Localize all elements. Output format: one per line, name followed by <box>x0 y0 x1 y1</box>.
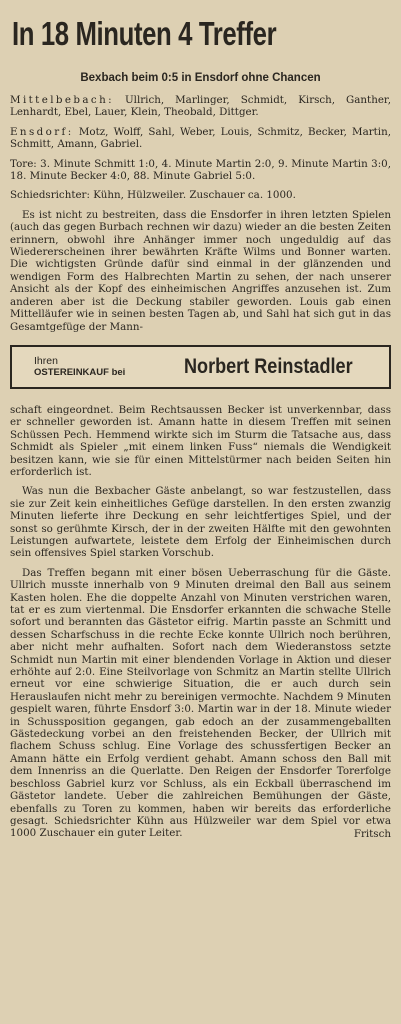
article-paragraph: Das Treffen begann mit einer bösen Ueberraschung für die Gäste. Ullrich musste innerhalb von 9 Minuten dreimal den Ball aus seinem Kasten holen. Ehe die doppelte Anzahl von Minuten verstrichen waren, tat er es zum viertenmal. Die Ensdorfer erkannten die schwache Stelle sofort und berannten das Gästetor eifrig. Martin passte an Schmitt und dessen Scharfschuss in die rechte Ecke konnte Ullrich noch berühren, aber nicht mehr aufhalten. Sofort nach dem Wiederanstoss setzte Schmidt nun Martin mit einer blendenden Vorlage in Aktion und dieser erhöhte auf 2:0. Eine Steilvorlage von Schmitz an Martin stellte Ullrich erneut vor eine schwierige Situation, die er auch durch sein Herauslaufen nicht mehr zu bereinigen vermochte. Nachdem 9 Minuten gespielt waren, führte Ensdorf 3:0. Martin war in der 18. Minute wieder in Schussposition gegangen, gab edoch an der zusammengeballten Gästedeckung vorbei an den freistehenden Becker, der Ullrich mit flachem Schuss schlug. Eine Vorlage des schussfertigen Becker an Amann hätte ein Erfolg verdient gehabt. Amann schoss den Ball mit dem Innenriss an die Querlatte. Den Reigen der Ensdorfer Torerfolge beschloss Gabriel kurz vor Schluss, als ein Eckball überraschend im Gästetor landete. Ueber die zahlreichen Bemühungen der Gäste, ebenfalls zu Toren zu kommen, haben wir bereits das erforderliche gesagt. Schiedsrichter Kühn aus Hülzweiler war dem Spiel vor etwa 1000 Zuschauer ein guter Leiter. <box>10 566 391 840</box>
scorers: Tore: 3. Minute Schmitt 1:0, 4. Minute Martin 2:0, 9. Minute Martin 3:0, 18. Minute Becker 4:0, 88. Minute Gabriel 5:0. <box>10 157 391 183</box>
player-list: Motz, Wolff, Sahl, Weber, Louis, Schmitz, Becker, Martin, Schmitt, Amann, Gabriel. <box>10 125 391 151</box>
subheadline: Bexbach beim 0:5 in Ensdorf ohne Chancen <box>80 72 321 84</box>
article-paragraph: Es ist nicht zu bestreiten, dass die Ensdorfer in ihren letzten Spielen (auch das gegen Burbach rechnen wir dazu) wieder an die besten Zeiten erinnern, obwohl ihre Anhänger immer noch ungeduldig auf das Wiedererscheinen ihrer bewährten Kräfte Wilms und Bonner warten. Die wichtigsten Gründe dafür sind einmal in der glänzenden und wendigen Form des Halbrechten Martin zu sehen, der nach unserer Ansicht als der Kopf des einheimischen Angriffes anzusehen ist. Zum anderen aber ist die Deckung stabiler geworden. Louis gab einen Mittelläufer wie in seinen besten Tagen ab, und Sahl hat sich gut in das Gesamtgefüge der Mann- <box>10 208 391 333</box>
team-name: Mittelbebach: <box>10 94 114 106</box>
referee-info: Schiedsrichter: Kühn, Hülzweiler. Zuschauer ca. 1000. <box>10 189 296 202</box>
advertisement-text <box>12 355 184 379</box>
article-paragraph: Was nun die Bexbacher Gäste anbelangt, so war festzustellen, dass sie zur Zeit kein einheitliches Gefüge darstellen. In den ersten zwanzig Minuten lieferte ihre Deckung en sehr leichtfertiges Spiel, und der sonst so gerühmte Kirsch, der in der zweiten Hälfte mit den gewohnten Leistungen aufwartete, leistete dem Erfolg der Einheimischen durch sein offensives Spiel starken Vorschub. <box>10 485 391 560</box>
author-signature: Fritsch <box>353 827 391 840</box>
team-name: Ensdorf: <box>10 125 74 138</box>
player-list: Ullrich, Marlinger, Schmidt, Kirsch, Ganther, Lenhardt, Ebel, Lauer, Klein, Theobald, Dittger. <box>10 94 391 119</box>
lineup-mittelbexbach <box>10 94 391 119</box>
ad-shop-name: Norbert Reinstadler <box>184 354 353 378</box>
advertisement-box <box>10 345 391 389</box>
headline: In 18 Minuten 4 Treffer <box>12 15 277 52</box>
ad-line-1: Ihren <box>34 354 58 367</box>
article-paragraph: schaft eingeordnet. Beim Rechtsaussen Becker ist unverkennbar, dass er schneller geworden ist. Amann hatte in diesem Treffen mit seinen Schüssen Pech. Hemmend wirkte sich im Sturm die Tatsache aus, dass Schmidt als Spieler „mit einem linken Fuss“ niemals die Wendigkeit besitzen kann, wie sie für einen Mittelstürmer nach beiden Seiten hin erforderlich ist. <box>10 403 391 478</box>
ad-line-2: OSTEREINKAUF bei <box>34 366 126 378</box>
lineup-ensdorf <box>10 126 391 151</box>
